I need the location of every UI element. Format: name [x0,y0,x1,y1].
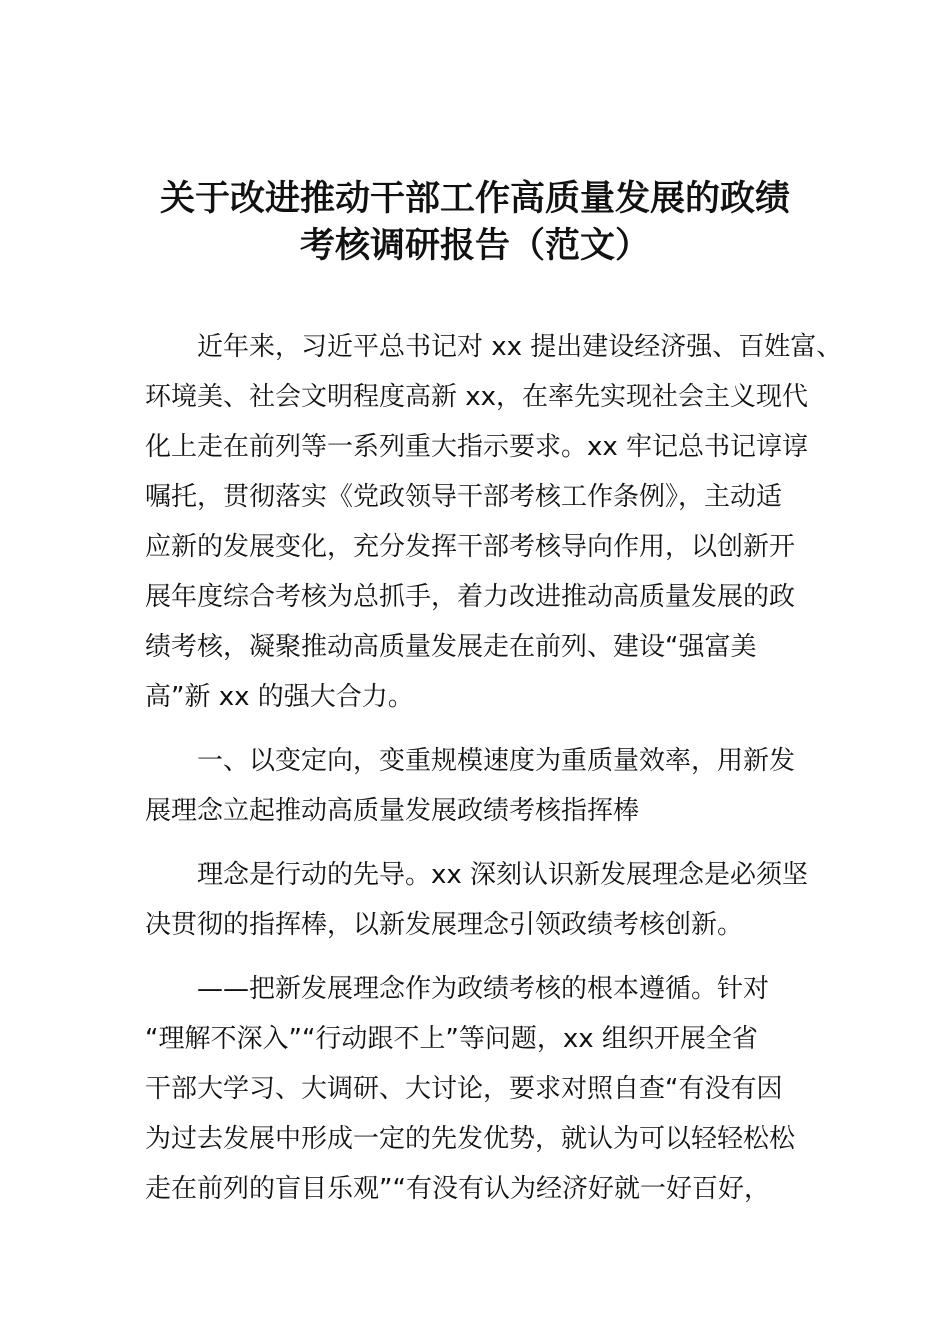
text-line: 绩考核，凝聚推动高质量发展走在前列、建设“强富美 [145,632,757,662]
text-line: 为过去发展中形成一定的先发优势，就认为可以轻轻松松 [145,1124,796,1154]
paragraph-gap [145,950,810,964]
text-line: 高”新 xx 的强大合力。 [145,682,414,712]
paragraph-gap [145,836,810,850]
text-line: ——把新发展理念作为政绩考核的根本遵循。针对 [145,974,770,1004]
title-line: 关于改进推动干部工作高质量发展的政绩 [159,179,790,219]
paragraph-guideline [145,964,810,1214]
text-line: 近年来，习近平总书记对 xx 提出建设经济强、百姓富、 [145,332,843,362]
paragraph-gap [145,722,810,736]
text-line: 嘱托，贯彻落实《党政领导干部考核工作条例》，主动适 [145,482,783,512]
title-line: 考核调研报告（范文） [299,226,650,266]
paragraph-intro [145,322,843,722]
text-line: 展理念立起推动高质量发展政绩考核指挥棒 [145,796,640,826]
text-line: 应新的发展变化，充分发挥干部考核导向作用，以创新开 [145,532,796,562]
text-line: 走在前列的盲目乐观”“有没有认为经济好就一好百好， [145,1174,770,1204]
text-line: 展年度综合考核为总抓手，着力改进推动高质量发展的政 [145,582,796,612]
document-title [145,176,805,270]
text-line: 化上走在前列等一系列重大指示要求。xx 牢记总书记谆谆 [145,432,809,462]
text-line: 环境美、社会文明程度高新 xx，在率先实现社会主义现代 [145,382,809,412]
paragraph-concept [145,850,810,950]
text-line: 决贯彻的指挥棒，以新发展理念引领政绩考核创新。 [145,910,744,940]
paragraph-section-heading [145,736,810,836]
text-line: 理念是行动的先导。xx 深刻认识新发展理念是必须坚 [145,860,809,890]
text-line: 干部大学习、大调研、大讨论，要求对照自查“有没有因 [145,1074,783,1104]
text-line: “理解不深入”“行动跟不上”等问题，xx 组织开展全省 [145,1024,758,1054]
text-line: 一、以变定向，变重规模速度为重质量效率，用新发 [145,746,796,776]
document-body [145,322,843,1214]
